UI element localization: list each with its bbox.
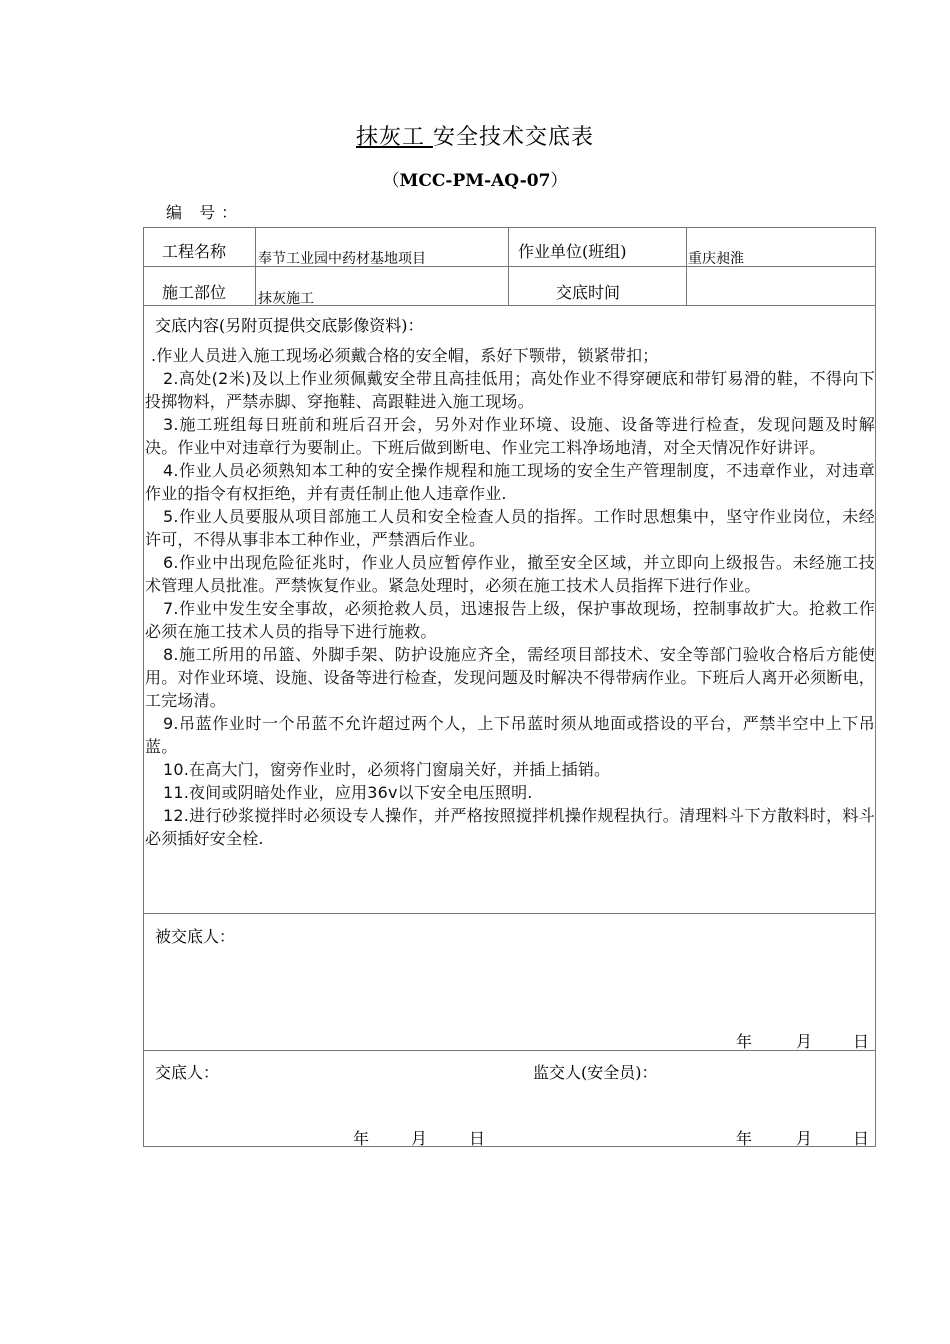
- serial-number-label: 编 号：: [166, 203, 244, 222]
- work-unit-label: 作业单位(班组): [518, 242, 627, 261]
- supervisor-date-year: 年: [736, 1129, 753, 1148]
- col-divider: [255, 227, 256, 305]
- receiver-date-month: 月: [796, 1032, 813, 1051]
- row-divider: [143, 913, 876, 914]
- content-item: 9.吊蓝作业时一个吊蓝不允许超过两个人，上下吊蓝时须从地面或搭设的平台，严禁半空中上下吊蓝。: [145, 714, 875, 756]
- code-open-paren: （: [382, 171, 400, 191]
- briefer-date-day: 日: [469, 1129, 486, 1148]
- project-name-value: 奉节工业园中药材基地项目: [258, 251, 426, 267]
- supervisor-date-day: 日: [853, 1129, 870, 1148]
- receiver-label: 被交底人：: [155, 927, 236, 946]
- construction-part-value: 抹灰施工: [258, 291, 314, 307]
- content-item: 8.施工所用的吊篮、外脚手架、防护设施应齐全，需经项目部技术、安全等部门验收合格后方能使用。对作业环境、设施、设备等进行检查，发现问题及时解决不得带病作业。下班后人离开必须断电，工完场清。: [145, 645, 875, 710]
- document-title: [0, 120, 950, 151]
- supervisor-date-month: 月: [796, 1129, 813, 1148]
- code-text: MCC-PM-AQ-07: [399, 171, 551, 191]
- title-trade: 抹灰工: [355, 125, 433, 150]
- supervisor-label: 监交人(安全员)：: [533, 1063, 658, 1082]
- briefing-time-label: 交底时间: [556, 283, 621, 302]
- receiver-date-year: 年: [736, 1032, 753, 1051]
- content-item: 5.作业人员要服从项目部施工人员和安全检查人员的指挥。工作时思想集中，坚守作业岗位，未经许可，不得从事非本工种作业，严禁酒后作业。: [145, 507, 875, 549]
- content-item: 7.作业中发生安全事故，必须抢救人员，迅速报告上级，保护事故现场，控制事故扩大。抢救工作必须在施工技术人员的指导下进行施救。: [145, 599, 875, 641]
- content-heading: 交底内容(另附页提供交底影像资料)：: [155, 316, 424, 335]
- row-divider: [143, 1050, 876, 1051]
- content-item: 2.高处(2米)及以上作业须佩戴安全带且高挂低用；高处作业不得穿硬底和带钉易滑的鞋，不得向下投掷物料，严禁赤脚、穿拖鞋、高跟鞋进入施工现场。: [145, 369, 875, 411]
- content-item: .作业人员进入施工现场必须戴合格的安全帽，系好下颚带，锁紧带扣；: [151, 346, 659, 365]
- title-rest: 安全技术交底表: [432, 125, 594, 150]
- content-item: 4.作业人员必须熟知本工种的安全操作规程和施工现场的安全生产管理制度，不违章作业，对违章作业的指令有权拒绝，并有责任制止他人违章作业.: [145, 461, 875, 503]
- row-divider: [143, 266, 876, 267]
- content-item: 6.作业中出现危险征兆时，作业人员应暂停作业，撤至安全区域，并立即向上级报告。未经施工技术管理人员批准。严禁恢复作业。紧急处理时，必须在施工技术人员指挥下进行作业。: [145, 553, 875, 595]
- briefer-label: 交底人：: [155, 1063, 220, 1082]
- document-code: [0, 166, 950, 191]
- receiver-date-day: 日: [853, 1032, 870, 1051]
- content-body: [145, 344, 875, 850]
- project-name-label: 工程名称: [162, 242, 227, 261]
- content-item: 10.在高大门，窗旁作业时，必须将门窗扇关好，并插上插销。: [163, 760, 611, 779]
- content-item: 3.施工班组每日班前和班后召开会，另外对作业环境、设施、设备等进行检查，发现问题及时解决。作业中对违章行为要制止。下班后做到断电、作业完工料净场地清，对全天情况作好讲评。: [145, 415, 875, 457]
- content-item: 11.夜间或阴暗处作业，应用36v以下安全电压照明.: [163, 783, 533, 802]
- col-divider: [508, 227, 509, 305]
- briefer-date-month: 月: [411, 1129, 428, 1148]
- construction-part-label: 施工部位: [162, 283, 227, 302]
- col-divider: [686, 227, 687, 305]
- code-close-paren: ）: [550, 171, 568, 191]
- work-unit-value: 重庆昶淮: [688, 251, 744, 267]
- row-divider: [143, 305, 876, 306]
- briefer-date-year: 年: [353, 1129, 370, 1148]
- content-item: 12.进行砂浆搅拌时必须设专人操作，并严格按照搅拌机操作规程执行。清理料斗下方散料时，料斗必须插好安全栓.: [145, 806, 875, 848]
